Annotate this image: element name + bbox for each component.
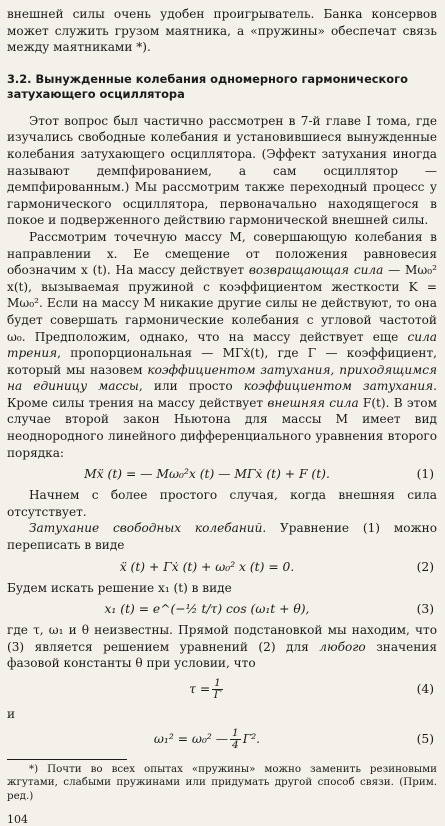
paragraph-5: Будем искать решение x₁ (t) в виде	[7, 580, 232, 595]
p4-emphasis-free-damping: Затухание свободных колебаний.	[29, 521, 267, 536]
equation-5-rhs: Γ².	[242, 732, 261, 746]
footnote: *) Почти во всех опытах «пружины» можно заменить резиновыми жгутами, слабыми пружинами или придумать другой способ связи. (Прим. ред.)	[7, 763, 437, 802]
equation-4-body	[7, 674, 407, 704]
equation-5	[7, 724, 437, 754]
equation-5-numerator: 1	[232, 727, 239, 739]
p2-emphasis-damping-per-mass: коэффициентом затухания, приходящимся на единицу массы	[7, 362, 437, 394]
equation-1	[7, 463, 437, 485]
equation-3-body: x₁ (t) = e^(−½ t/τ) cos (ω₁t + θ),	[104, 602, 310, 617]
p2-emphasis-external-force: внешняя сила	[267, 395, 359, 410]
page-number: 104	[7, 813, 28, 826]
equation-5-body	[7, 724, 407, 754]
p6-text-1: где τ, ω₁ и θ неизвестны. Прямой подстановкой мы находим, что (3) является решением уравнений (2) для	[7, 623, 437, 654]
book-page	[7, 6, 437, 826]
p6-emphasis-any: любого	[319, 639, 366, 654]
equation-4-number: (4)	[416, 682, 434, 696]
paragraph-6	[7, 622, 437, 672]
equation-4-numerator: 1	[214, 677, 221, 689]
p2-text-1: Рассмотрим точечную массу M, совершающую колебания в направлении x. Ее смещение от положения равновесия обозначим x (t). На массу действует	[7, 229, 437, 278]
equation-5-fraction	[230, 728, 241, 751]
paragraph-4	[7, 520, 437, 553]
p2-text-5: . Кроме силы трения на массу действует	[7, 379, 437, 410]
equation-3	[7, 598, 437, 620]
equation-5-number: (5)	[416, 732, 434, 746]
paragraph-2	[7, 229, 437, 461]
intro-paragraph: внешней силы очень удобен проигрыватель. Банка консервов может служить грузом маятника, а «пружины» обеспечат связь между маятниками *).	[7, 7, 437, 55]
p2-emphasis-damping: коэффициентом затухания	[243, 379, 434, 394]
equation-4	[7, 674, 437, 704]
p2-text-4: , или просто	[138, 379, 244, 394]
footnote-divider	[7, 759, 127, 760]
equation-2-number: (2)	[416, 559, 434, 574]
paragraph-1: Этот вопрос был частично рассмотрен в 7-й главе I тома, где изучались свободные колебания и установившиеся вынужденные колебания затухающего осциллятора. (Эффект затухания иногда называют демпфированием, а сам осциллятор — демпфированным.) Мы рассмотрим также переходный процесс у гармонического осциллятора, первоначально находящегося в покое и подверженного действию гармонической внешней силы.	[7, 113, 437, 228]
equation-3-number: (3)	[416, 602, 434, 617]
equation-2	[7, 556, 437, 578]
p2-text-3: , пропорциональная — MΓẋ(t), где Γ — коэффициент, который мы назовем	[7, 346, 437, 377]
equation-1-body: Mẍ (t) = — Mω₀²x (t) — MΓẋ (t) + F (t).	[84, 467, 330, 482]
p2-emphasis-friction: сила трения	[7, 329, 437, 361]
p6-text-2: значения фазовой константы θ при условии, что	[7, 639, 437, 671]
equation-4-fraction	[212, 678, 223, 701]
equation-1-number: (1)	[416, 467, 434, 482]
conjunction-and: и	[7, 707, 16, 721]
equation-4-denominator: Γ	[213, 689, 222, 701]
p2-text-2: — Mω₀² x(t), вызываемая пружиной с коэффициентом жесткости K = Mω₀². Если на массу M никакие другие силы не действуют, то она будет совершать гармонические колебания с угловой частотой ω₀. Предположим, однако, что на массу действует еще	[7, 263, 437, 344]
p4-text: Уравнение (1) можно переписать в виде	[7, 521, 437, 553]
equation-5-denominator: 4	[232, 739, 239, 751]
paragraph-3: Начнем с более простого случая, когда внешняя сила отсутствует.	[7, 488, 437, 519]
equation-5-lhs: ω₁² = ω₀² —	[153, 732, 229, 746]
equation-4-lhs: τ =	[189, 682, 211, 696]
p2-emphasis-restoring-force: возвращающая сила	[248, 263, 384, 278]
equation-2-body: ẍ (t) + Γẋ (t) + ω₀² x (t) = 0.	[119, 559, 295, 574]
section-heading: 3.2. Вынужденные колебания одномерного гармонического затухающего осциллятора	[7, 71, 408, 101]
p2-text-6: F(t). В этом случае второй закон Ньютона для массы M имеет вид неоднородного линейного дифференциального уравнения второго порядка:	[7, 395, 437, 460]
